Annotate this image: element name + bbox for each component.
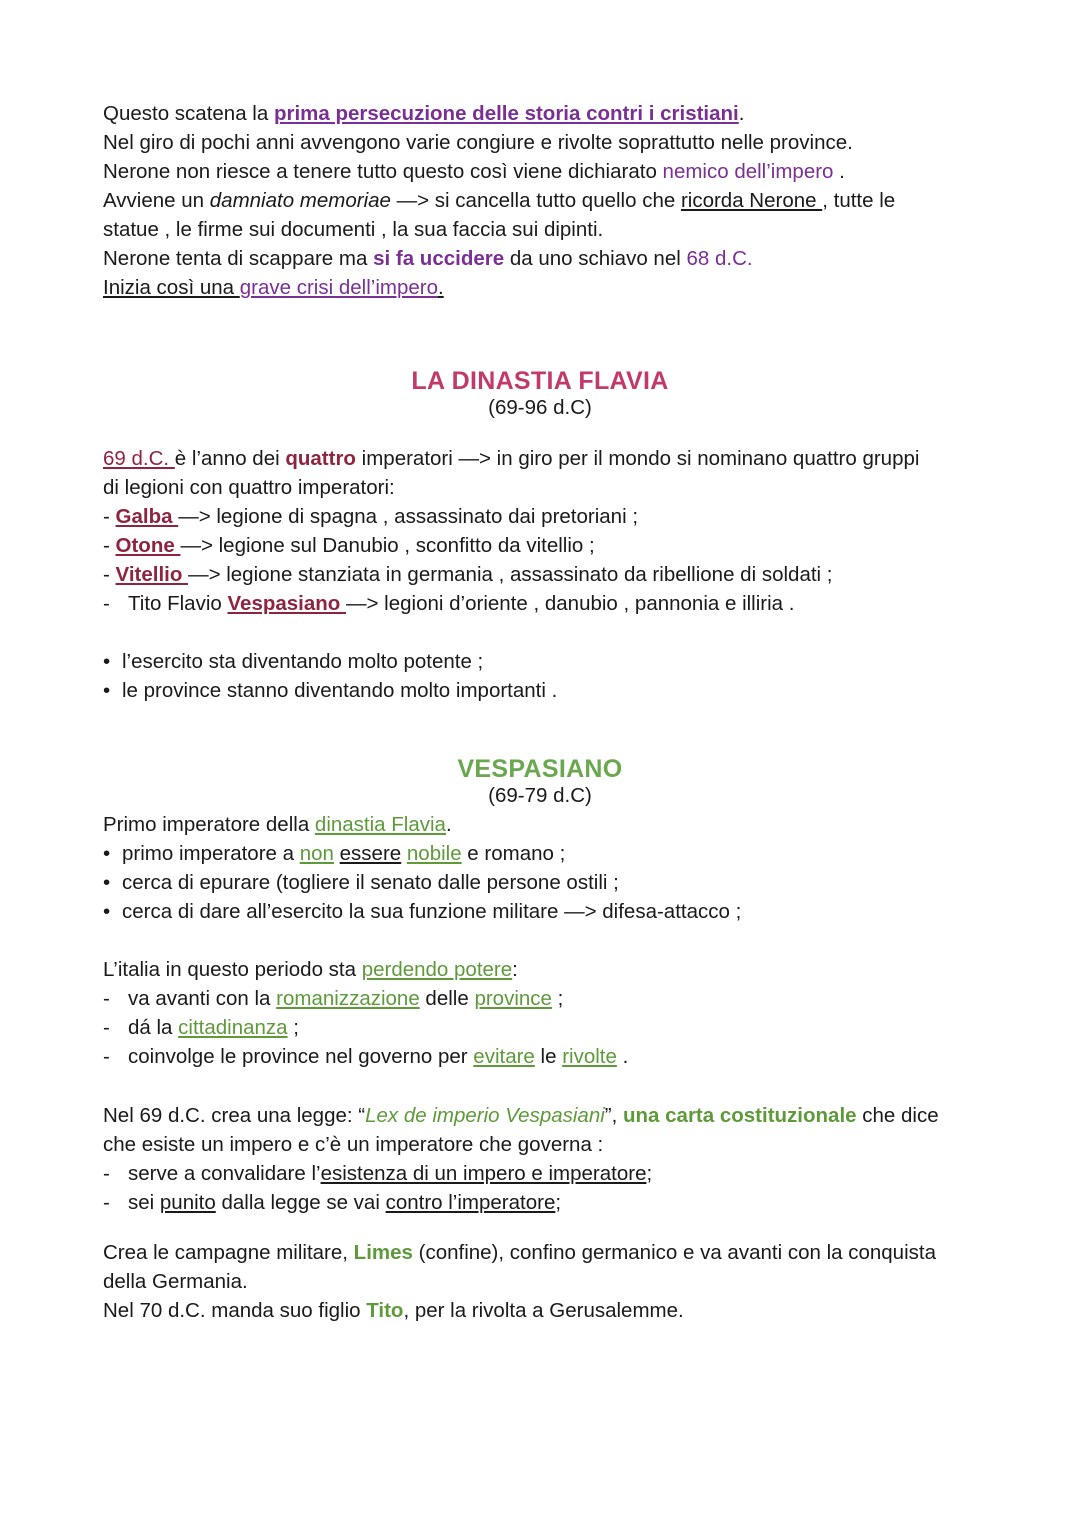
text-line: Nerone tenta di scappare ma si fa uccidere da uno schiavo nel 68 d.C. (103, 247, 753, 270)
bullet-icon: • (103, 900, 111, 923)
list-item: coinvolge le province nel governo per evitare le rivolte . (128, 1045, 629, 1068)
bullet-item: primo imperatore a non essere nobile e romano ; (122, 842, 566, 865)
text-line: Inizia così una grave crisi dell’impero. (103, 276, 444, 299)
bullet-icon: • (103, 871, 111, 894)
list-item: sei punito dalla legge se vai contro l’imperatore; (128, 1191, 562, 1214)
list-item: serve a convalidare l’esistenza di un impero e imperatore; (128, 1162, 653, 1185)
section-title-dinastia-flavia: LA DINASTIA FLAVIA (411, 367, 669, 395)
text-line: Avviene un damniato memoriae —> si cancella tutto quello che ricorda Nerone , tutte le (103, 189, 896, 212)
list-item: dá la cittadinanza ; (128, 1016, 299, 1039)
text-line: 69 d.C. è l’anno dei quattro imperatori —> in giro per il mondo si nominano quattro gruppi (103, 447, 920, 470)
section-dates: (69-96 d.C) (488, 396, 592, 419)
text-line: di legioni con quattro imperatori: (103, 476, 395, 499)
text-line: Crea le campagne militare, Limes (confine), confino germanico e va avanti con la conquista (103, 1241, 936, 1264)
list-dash: - (103, 592, 110, 615)
text-line: Nel giro di pochi anni avvengono varie congiure e rivolte soprattutto nelle province. (103, 131, 853, 154)
list-dash: - (103, 1162, 110, 1185)
list-item: va avanti con la romanizzazione delle province ; (128, 987, 564, 1010)
bullet-icon: • (103, 842, 111, 865)
bullet-item: le province stanno diventando molto importanti . (122, 679, 558, 702)
text-line: Nel 69 d.C. crea una legge: “Lex de imperio Vespasiani”, una carta costituzionale che dice (103, 1104, 939, 1127)
text-line: statue , le firme sui documenti , la sua faccia sui dipinti. (103, 218, 604, 241)
text-line: L’italia in questo periodo sta perdendo potere: (103, 958, 518, 981)
section-dates: (69-79 d.C) (488, 784, 592, 807)
text-line: Nel 70 d.C. manda suo figlio Tito, per la rivolta a Gerusalemme. (103, 1299, 684, 1322)
text-line: Primo imperatore della dinastia Flavia. (103, 813, 452, 836)
highlight-persecuzione: prima persecuzione delle storia contri i cristiani (273, 102, 739, 125)
bullet-icon: • (103, 679, 111, 702)
text-line: che esiste un impero e c’è un imperatore che governa : (103, 1133, 604, 1156)
bullet-icon: • (103, 650, 111, 673)
bullet-item: cerca di dare all’esercito la sua funzione militare —> difesa-attacco ; (122, 900, 742, 923)
list-dash: - (103, 987, 110, 1010)
list-dash: - (103, 1045, 110, 1068)
bullet-item: cerca di epurare (togliere il senato dalle persone ostili ; (122, 871, 619, 894)
text-line: della Germania. (103, 1270, 248, 1293)
text-line: Nerone non riesce a tenere tutto questo così viene dichiarato nemico dell’impero . (103, 160, 845, 183)
list-item-galba: - Galba —> legione di spagna , assassinato dai pretoriani ; (103, 505, 639, 528)
list-dash: - (103, 1191, 110, 1214)
list-item-vespasiano: Tito Flavio Vespasiano —> legioni d’oriente , danubio , pannonia e illiria . (128, 592, 795, 615)
list-item-vitellio: - Vitellio —> legione stanziata in germania , assassinato da ribellione di soldati ; (103, 563, 833, 586)
text-line: Questo scatena la prima persecuzione delle storia contri i cristiani. (103, 102, 745, 125)
list-item-otone: - Otone —> legione sul Danubio , sconfitto da vitellio ; (103, 534, 595, 557)
bullet-item: l’esercito sta diventando molto potente ; (122, 650, 484, 673)
section-title-vespasiano: VESPASIANO (457, 755, 623, 783)
list-dash: - (103, 1016, 110, 1039)
